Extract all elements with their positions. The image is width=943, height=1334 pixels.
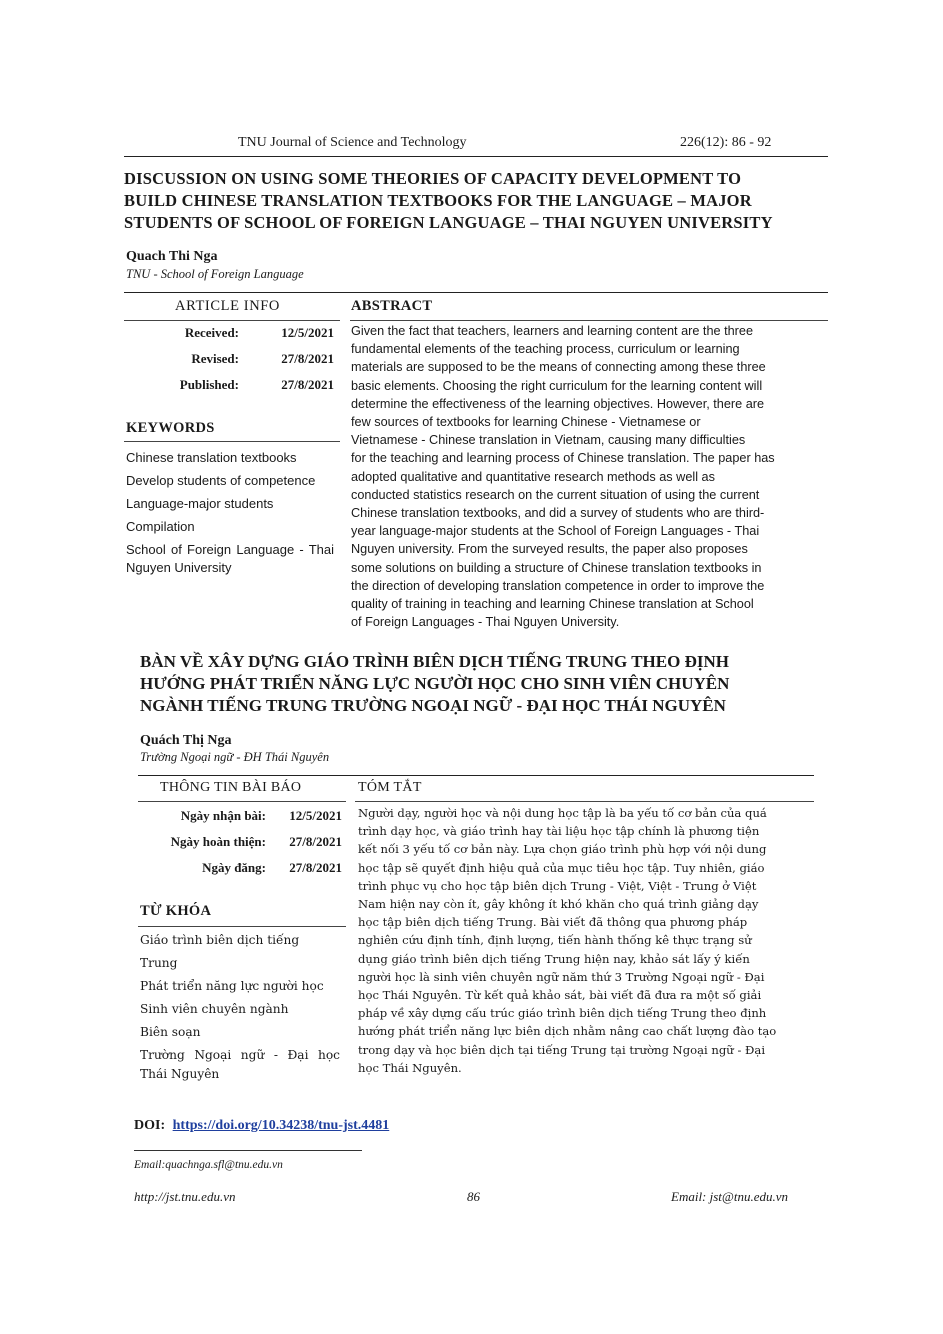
english-title	[124, 168, 826, 234]
keyword-item-vi: Biên soạn	[140, 1025, 201, 1039]
received-label-vi: Ngày nhận bài:	[180, 808, 266, 823]
abstract-line: of Foreign Languages - Thai Nguyen University.	[351, 615, 620, 630]
article-dates-vi	[140, 808, 346, 886]
abstract-line: year language-major students at the School of Foreign Languages - Thai	[351, 524, 760, 539]
revised-row	[124, 351, 336, 377]
english-affiliation: TNU - School of Foreign Language	[126, 267, 304, 281]
published-row-vi	[140, 860, 346, 886]
published-label: Published:	[179, 377, 239, 392]
keywords-rule	[124, 441, 340, 442]
english-title-line: STUDENTS OF SCHOOL OF FOREIGN LANGUAGE – THAI NGUYEN UNIVERSITY	[124, 213, 773, 232]
vietnamese-title	[140, 651, 820, 717]
english-section-rule	[124, 292, 828, 293]
vietnamese-title-line: BÀN VỀ XÂY DỰNG GIÁO TRÌNH BIÊN DỊCH TIẾNG TRUNG THEO ĐỊNH	[140, 652, 729, 671]
keywords-heading: KEYWORDS	[126, 420, 215, 436]
info-rule	[124, 320, 340, 321]
journal-volume: 226(12): 86 - 92	[680, 135, 772, 150]
received-label: Received:	[184, 325, 239, 340]
revised-label-vi: Ngày hoàn thiện:	[170, 834, 266, 849]
abstract-line-vi: trình phục vụ cho học tập biên dịch Trung - Việt, Việt - Trung ở Việt	[358, 878, 757, 893]
keyword-item: Chinese translation textbooks	[126, 450, 297, 465]
abstract-line-vi: Người dạy, người học và nội dung học tập là ba yếu tố cơ bản của quá	[358, 806, 767, 820]
published-label-vi: Ngày đăng:	[202, 860, 266, 875]
abstract-line: adopted qualitative and quantitative research methods as well as	[351, 469, 715, 484]
abstract-line-vi: học Thái Nguyên. Từ kết quả khảo sát, bài viết đã đưa ra một số giải	[358, 988, 762, 1003]
keyword-item: School of Foreign Language - Thai Nguyen University	[126, 542, 334, 575]
abstract-line-vi: pháp về xây dựng cấu trúc giáo trình biên dịch tiếng Trung theo định	[358, 1006, 767, 1021]
abstract-heading-vi: TÓM TẮT	[358, 780, 422, 795]
abstract-rule	[350, 320, 828, 321]
abstract-line: Nguyen university. From the surveyed results, the paper also proposes	[351, 542, 748, 557]
abstract-line-vi: học tập sẽ quyết định hiệu quả của mục tiêu học tập. Tuy nhiên, giáo	[358, 860, 765, 875]
english-title-line: BUILD CHINESE TRANSLATION TEXTBOOKS FOR THE LANGUAGE – MAJOR	[124, 191, 752, 210]
abstract-line: Vietnamese - Chinese translation in Vietnam, causing many difficulties	[351, 433, 746, 448]
vietnamese-author: Quách Thị Nga	[140, 733, 232, 748]
received-row	[124, 325, 336, 351]
info-rule-vi	[138, 801, 346, 802]
keywords-heading-vi: TỪ KHÓA	[140, 903, 212, 919]
article-info-heading: ARTICLE INFO	[175, 298, 281, 314]
published-date: 27/8/2021	[281, 377, 334, 392]
abstract-line-vi: học Thái Nguyên.	[358, 1060, 462, 1075]
abstract-line-vi: Nam hiện nay còn ít, gây không ít khó khăn cho quá trình giảng dạy	[358, 897, 759, 912]
article-dates	[124, 325, 336, 403]
vietnamese-section-rule	[138, 775, 814, 776]
abstract-line: for the teaching and learning process of Chinese translation. The paper has	[351, 451, 775, 466]
footer-email: Email: jst@tnu.edu.vn	[671, 1189, 789, 1204]
revised-label: Revised:	[191, 351, 239, 366]
abstract-line: determine the effectiveness of the learning objectives. However, there are	[351, 396, 765, 411]
keyword-item-vi: Phát triển năng lực người học	[140, 979, 324, 993]
abstract-line-vi: dụng giáo trình biên dịch tiếng Trung hiện nay, khảo sát lấy ý kiến	[358, 951, 750, 966]
abstract-line: conducted statistics research on the current situation of using the current	[351, 487, 760, 502]
revised-date: 27/8/2021	[281, 351, 334, 366]
abstract-line: materials are supposed to be the means of connecting among these three	[351, 360, 766, 375]
abstract-rule-vi	[355, 801, 814, 802]
abstract-line: few sources of textbooks for learning Chinese - Vietnamese or	[351, 415, 701, 430]
abstract-line-vi: trình dạy học, và giáo trình hay tài liệu học tập chính là phương tiện	[358, 824, 760, 839]
abstract-line-vi: hướng phát triển năng lực biên dịch nhằm nâng cao chất lượng đào tạo	[358, 1024, 777, 1039]
journal-name: TNU Journal of Science and Technology	[238, 135, 467, 150]
abstract-line-vi: trong dạy và học biên dịch tại tiếng Trung tại trường Ngoại ngữ - Đại	[358, 1042, 766, 1057]
keyword-item-vi: Giáo trình biên dịch tiếng Trung	[140, 933, 300, 970]
page-number: 86	[467, 1189, 480, 1204]
revised-row-vi	[140, 834, 346, 860]
received-date-vi: 12/5/2021	[289, 808, 342, 823]
doi-link[interactable]: https://doi.org/10.34238/tnu-jst.4481	[172, 1118, 390, 1133]
published-row	[124, 377, 336, 403]
doi	[134, 1118, 389, 1134]
abstract-line-vi: kết nối 3 yếu tố cơ bản này. Lựa chọn giáo trình phù hợp với nội dung	[358, 842, 767, 857]
english-title-line: DISCUSSION ON USING SOME THEORIES OF CAPACITY DEVELOPMENT TO	[124, 169, 742, 188]
abstract-line: quality of training in teaching and learning Chinese translation at School	[351, 597, 754, 612]
footnote-rule	[134, 1150, 362, 1151]
abstract-line: Chinese translation textbooks, and did a survey of students who are third-	[351, 506, 765, 521]
abstract-line: basic elements. Choosing the right curriculum for the learning content will	[351, 378, 763, 393]
header-rule	[124, 156, 828, 157]
keyword-list	[126, 446, 334, 577]
vietnamese-title-line: HƯỚNG PHÁT TRIỂN NĂNG LỰC NGƯỜI HỌC CHO SINH VIÊN CHUYÊN	[140, 674, 730, 693]
received-date: 12/5/2021	[281, 325, 334, 340]
abstract-line: fundamental elements of the teaching process, curriculum or learning	[351, 342, 740, 357]
doi-label: DOI:	[134, 1118, 166, 1133]
keyword-list-vi	[140, 929, 340, 1084]
abstract-line: the direction of developing translation competence in order to improve the	[351, 578, 765, 593]
article-info-heading-vi: THÔNG TIN BÀI BÁO	[160, 780, 302, 795]
corresponding-email: Email:quachnga.sfl@tnu.edu.vn	[134, 1159, 283, 1171]
keyword-item-vi: Trường Ngoại ngữ - Đại học Thái Nguyên	[140, 1048, 340, 1081]
vietnamese-affiliation: Trường Ngoại ngữ - ĐH Thái Nguyên	[140, 750, 330, 764]
keyword-item: Compilation	[126, 519, 195, 534]
footer-website: http://jst.tnu.edu.vn	[134, 1189, 236, 1204]
received-row-vi	[140, 808, 346, 834]
english-author: Quach Thi Nga	[126, 249, 218, 264]
abstract-line: some solutions on building a structure of Chinese translation textbooks in	[351, 560, 762, 575]
published-date-vi: 27/8/2021	[289, 860, 342, 875]
keyword-item-vi: Sinh viên chuyên ngành	[140, 1002, 289, 1016]
vietnamese-abstract	[358, 804, 814, 1077]
keyword-item: Language-major students	[126, 496, 274, 511]
abstract-line-vi: nghiên cứu định tính, định lượng, tiến hành thống kê thực trạng sử	[358, 933, 752, 948]
vietnamese-title-line: NGÀNH TIẾNG TRUNG TRƯỜNG NGOẠI NGỮ - ĐẠI HỌC THÁI NGUYÊN	[140, 696, 726, 715]
abstract-line-vi: người học là sinh viên chuyên ngữ năm thứ 3 Trường Ngoại ngữ - Đại	[358, 969, 765, 984]
revised-date-vi: 27/8/2021	[289, 834, 342, 849]
keywords-rule-vi	[138, 926, 346, 927]
abstract-heading: ABSTRACT	[351, 298, 433, 314]
keyword-item: Develop students of competence	[126, 473, 316, 488]
english-abstract	[351, 322, 826, 631]
abstract-line: Given the fact that teachers, learners and learning content are the three	[351, 324, 754, 338]
abstract-line-vi: học tập biên dịch tiếng Trung. Bài viết đã thông qua phương pháp	[358, 915, 748, 930]
